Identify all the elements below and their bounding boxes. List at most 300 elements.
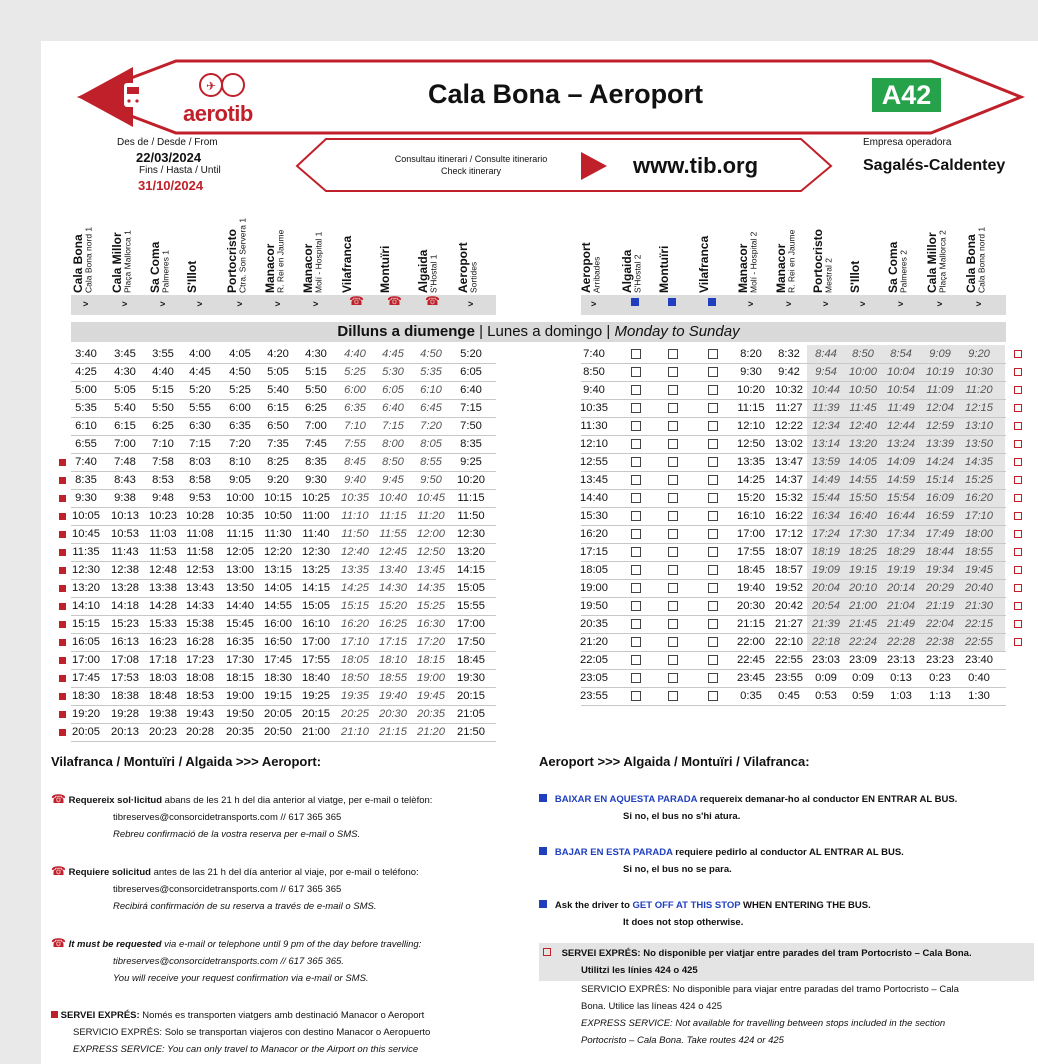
time-cell: 19:45 bbox=[965, 564, 993, 576]
table-row bbox=[581, 417, 1006, 436]
time-cell: 18:15 bbox=[226, 672, 254, 684]
time-cell: 13:47 bbox=[775, 456, 803, 468]
no-stop-checkbox bbox=[707, 345, 719, 363]
no-stop-checkbox bbox=[630, 543, 642, 561]
stop-header bbox=[111, 209, 133, 293]
time-cell: 5:20 bbox=[189, 384, 211, 396]
time-cell: 19:00 bbox=[417, 672, 445, 684]
time-cell: 6:30 bbox=[189, 420, 211, 432]
time-cell: 16:10 bbox=[737, 510, 765, 522]
time-cell: 0:09 bbox=[815, 672, 837, 684]
no-stop-checkbox bbox=[707, 417, 719, 435]
no-stop-checkbox bbox=[707, 579, 719, 597]
time-cell: 17:08 bbox=[111, 654, 139, 666]
time-cell: 21:27 bbox=[775, 618, 803, 630]
express-outline-square-icon bbox=[543, 948, 551, 956]
no-stop-checkbox bbox=[667, 345, 679, 363]
time-cell: 11:45 bbox=[849, 402, 877, 414]
time-cell: 10:23 bbox=[149, 510, 177, 522]
time-cell: 20:28 bbox=[186, 726, 214, 738]
time-cell: 7:15 bbox=[460, 402, 482, 414]
time-cell: 5:00 bbox=[75, 384, 97, 396]
time-cell: 16:30 bbox=[417, 618, 445, 630]
time-cell: 12:45 bbox=[379, 546, 407, 558]
time-cell: 16:13 bbox=[111, 636, 139, 648]
checkbox-icon bbox=[668, 367, 678, 377]
time-cell: 18:53 bbox=[186, 690, 214, 702]
checkbox-icon bbox=[668, 475, 678, 485]
time-cell: 13:20 bbox=[849, 438, 877, 450]
checkbox-icon bbox=[631, 601, 641, 611]
time-cell: 11:58 bbox=[186, 546, 214, 558]
time-cell: 15:38 bbox=[186, 618, 214, 630]
no-stop-checkbox bbox=[630, 669, 642, 687]
time-cell: 20:23 bbox=[149, 726, 177, 738]
table-row bbox=[71, 525, 496, 544]
express-outline-square-icon bbox=[1014, 638, 1022, 646]
time-cell: 5:30 bbox=[382, 366, 404, 378]
time-cell: 17:50 bbox=[457, 636, 485, 648]
time-cell: 7:45 bbox=[305, 438, 327, 450]
time-cell: 9:53 bbox=[189, 492, 211, 504]
time-cell: 7:48 bbox=[114, 456, 136, 468]
time-cell: 13:35 bbox=[737, 456, 765, 468]
request-stop-icon bbox=[668, 298, 676, 306]
stop-header bbox=[379, 209, 392, 293]
time-cell: 19:00 bbox=[226, 690, 254, 702]
time-cell: 17:24 bbox=[812, 528, 840, 540]
no-stop-checkbox bbox=[667, 597, 679, 615]
website-link[interactable]: www.tib.org bbox=[633, 153, 759, 178]
checkbox-icon bbox=[668, 529, 678, 539]
no-stop-checkbox bbox=[707, 597, 719, 615]
checkbox-icon bbox=[708, 547, 718, 557]
time-cell: 12:34 bbox=[812, 420, 840, 432]
time-cell: 14:55 bbox=[264, 600, 292, 612]
time-cell: 7:10 bbox=[344, 420, 366, 432]
time-cell: 14:15 bbox=[302, 582, 330, 594]
stop-name: Portocristo bbox=[225, 228, 239, 293]
time-cell: 23:03 bbox=[812, 654, 840, 666]
stop-arrow: > bbox=[237, 299, 243, 309]
stop-name: Manacor bbox=[774, 243, 788, 293]
stop-subname: Mestral 2 bbox=[823, 258, 834, 293]
time-cell: 5:40 bbox=[114, 402, 136, 414]
time-cell: 12:00 bbox=[417, 528, 445, 540]
time-cell: 20:29 bbox=[926, 582, 954, 594]
time-cell: 20:04 bbox=[812, 582, 840, 594]
time-cell: 16:05 bbox=[72, 636, 100, 648]
stop-subname: R. Rei en Jaume bbox=[786, 229, 797, 293]
table-row bbox=[581, 651, 1006, 670]
req-ca-text: abans de les 21 h del dia anterior al viatge, per e-mail o telèfon: bbox=[162, 795, 433, 806]
table-row bbox=[581, 435, 1006, 454]
time-cell: 14:35 bbox=[965, 456, 993, 468]
time-cell: 16:50 bbox=[264, 636, 292, 648]
time-cell: 20:10 bbox=[849, 582, 877, 594]
checkbox-icon bbox=[631, 349, 641, 359]
time-cell: 10:30 bbox=[965, 366, 993, 378]
time-cell: 7:15 bbox=[382, 420, 404, 432]
time-cell: 18:00 bbox=[965, 528, 993, 540]
no-stop-checkbox bbox=[707, 435, 719, 453]
no-stop-checkbox bbox=[630, 615, 642, 633]
time-cell: 20:42 bbox=[775, 600, 803, 612]
stop-arrow: > bbox=[786, 299, 792, 309]
time-cell: 10:40 bbox=[379, 492, 407, 504]
checkbox-icon bbox=[631, 529, 641, 539]
time-cell: 21:04 bbox=[887, 600, 915, 612]
stop-name: Sa Coma bbox=[148, 241, 162, 293]
exp-es-line-1: SERVICIO EXPRÉS: No disponible para viajar entre paradas del tramo Portocristo – Cala bbox=[581, 984, 959, 995]
time-cell: 7:58 bbox=[152, 456, 174, 468]
checkbox-icon bbox=[708, 439, 718, 449]
time-cell: 18:38 bbox=[111, 690, 139, 702]
checkbox-icon bbox=[708, 385, 718, 395]
time-cell: 8:44 bbox=[815, 348, 837, 360]
time-cell: 21:50 bbox=[457, 726, 485, 738]
table-row bbox=[71, 363, 496, 382]
time-cell: 8:35 bbox=[75, 474, 97, 486]
no-stop-checkbox bbox=[707, 669, 719, 687]
time-cell: 11:03 bbox=[149, 528, 177, 540]
no-stop-checkbox bbox=[707, 633, 719, 651]
table-row bbox=[71, 723, 496, 742]
time-cell: 14:37 bbox=[775, 474, 803, 486]
time-cell: 6:05 bbox=[460, 366, 482, 378]
time-cell: 5:25 bbox=[229, 384, 251, 396]
stop-subname: Sortides bbox=[468, 261, 479, 293]
time-cell: 22:15 bbox=[965, 618, 993, 630]
req-en-confirm: You will receive your request confirmation via e-mail or SMS. bbox=[113, 973, 369, 984]
time-cell: 12:04 bbox=[926, 402, 954, 414]
checkbox-icon bbox=[668, 457, 678, 467]
time-cell: 16:25 bbox=[379, 618, 407, 630]
time-cell: 17:20 bbox=[417, 636, 445, 648]
time-cell: 15:05 bbox=[457, 582, 485, 594]
no-stop-checkbox bbox=[667, 651, 679, 669]
stop-subname: Molí - Hospital 1 bbox=[313, 231, 324, 293]
stop-name: Cala Millor bbox=[925, 232, 939, 293]
table-row bbox=[71, 597, 496, 616]
time-cell: 15:55 bbox=[457, 600, 485, 612]
time-cell: 17:30 bbox=[226, 654, 254, 666]
time-cell: 6:55 bbox=[75, 438, 97, 450]
time-cell: 20:15 bbox=[302, 708, 330, 720]
time-cell: 11:39 bbox=[812, 402, 840, 414]
alight-en-blue: GET OFF AT THIS STOP bbox=[632, 900, 741, 911]
stop-arrow: > bbox=[313, 299, 319, 309]
table-row bbox=[71, 489, 496, 508]
time-cell: 20:40 bbox=[965, 582, 993, 594]
time-cell: 7:35 bbox=[267, 438, 289, 450]
time-cell: 8:53 bbox=[152, 474, 174, 486]
time-cell: 22:45 bbox=[737, 654, 765, 666]
time-cell: 12:15 bbox=[965, 402, 993, 414]
time-cell: 12:55 bbox=[580, 456, 608, 468]
time-cell: 10:50 bbox=[849, 384, 877, 396]
time-cell: 15:44 bbox=[812, 492, 840, 504]
checkbox-icon bbox=[708, 637, 718, 647]
no-stop-checkbox bbox=[630, 435, 642, 453]
time-cell: 9:20 bbox=[968, 348, 990, 360]
no-stop-checkbox bbox=[630, 453, 642, 471]
express-warning-box bbox=[539, 943, 1034, 981]
time-cell: 11:35 bbox=[72, 546, 100, 558]
time-cell: 21:19 bbox=[926, 600, 954, 612]
time-cell: 22:00 bbox=[737, 636, 765, 648]
table-row bbox=[581, 471, 1006, 490]
notes-left bbox=[51, 791, 511, 1058]
alight-ca-blue: BAIXAR EN AQUESTA PARADA bbox=[554, 794, 698, 805]
time-cell: 14:18 bbox=[111, 600, 139, 612]
alight-en-text: WHEN ENTERING THE BUS. bbox=[740, 900, 871, 911]
time-cell: 6:35 bbox=[229, 420, 251, 432]
checkbox-icon bbox=[708, 403, 718, 413]
time-cell: 9:42 bbox=[778, 366, 800, 378]
no-stop-checkbox bbox=[707, 615, 719, 633]
time-cell: 3:55 bbox=[152, 348, 174, 360]
time-cell: 14:05 bbox=[264, 582, 292, 594]
time-cell: 12:10 bbox=[580, 438, 608, 450]
stop-subname: Arribades bbox=[591, 256, 602, 293]
stop-arrow: > bbox=[275, 299, 281, 309]
time-cell: 11:50 bbox=[341, 528, 369, 540]
req-es-bold: Requiere solicitud bbox=[68, 867, 151, 878]
no-stop-checkbox bbox=[667, 435, 679, 453]
checkbox-icon bbox=[668, 655, 678, 665]
checkbox-icon bbox=[631, 385, 641, 395]
stop-subname: Palmeres 2 bbox=[898, 250, 909, 293]
time-cell: 16:59 bbox=[926, 510, 954, 522]
time-cell: 4:50 bbox=[420, 348, 442, 360]
table-row bbox=[581, 345, 1006, 364]
time-cell: 5:05 bbox=[114, 384, 136, 396]
valid-from-label: Des de / Desde / From bbox=[117, 137, 218, 148]
express-outline-square-icon bbox=[1014, 566, 1022, 574]
time-cell: 12:22 bbox=[775, 420, 803, 432]
time-cell: 13:50 bbox=[226, 582, 254, 594]
no-stop-checkbox bbox=[630, 471, 642, 489]
stop-name: Portocristo bbox=[811, 228, 825, 293]
time-cell: 4:30 bbox=[114, 366, 136, 378]
time-cell: 19:38 bbox=[149, 708, 177, 720]
route-code-badge: A42 bbox=[872, 78, 941, 112]
time-cell: 5:50 bbox=[305, 384, 327, 396]
time-cell: 10:53 bbox=[111, 528, 139, 540]
no-stop-checkbox bbox=[630, 363, 642, 381]
stop-name: Manacor bbox=[736, 243, 750, 293]
time-cell: 0:35 bbox=[740, 690, 762, 702]
time-cell: 8:35 bbox=[305, 456, 327, 468]
time-cell: 17:12 bbox=[775, 528, 803, 540]
checkbox-icon bbox=[631, 421, 641, 431]
time-cell: 0:09 bbox=[852, 672, 874, 684]
time-cell: 11:40 bbox=[302, 528, 330, 540]
alight-es-text: requiere pedirlo al conductor AL ENTRAR AL BUS. bbox=[672, 847, 904, 858]
time-cell: 15:15 bbox=[72, 618, 100, 630]
time-cell: 20:25 bbox=[341, 708, 369, 720]
time-cell: 8:54 bbox=[890, 348, 912, 360]
brand-logo-text: aerotib bbox=[183, 101, 253, 126]
checkbox-icon bbox=[631, 655, 641, 665]
no-stop-checkbox bbox=[630, 633, 642, 651]
time-cell: 17:18 bbox=[149, 654, 177, 666]
time-cell: 23:40 bbox=[965, 654, 993, 666]
time-cell: 13:02 bbox=[775, 438, 803, 450]
express-square-icon bbox=[59, 549, 66, 556]
stop-subname: R. Rei en Jaume bbox=[275, 229, 286, 293]
req-ca-contact: tibreserves@consorcidetransports.com // 617 365 365 bbox=[113, 812, 342, 823]
checkbox-icon bbox=[631, 673, 641, 683]
time-cell: 19:30 bbox=[457, 672, 485, 684]
express-outline-square-icon bbox=[1014, 458, 1022, 466]
time-cell: 16:44 bbox=[887, 510, 915, 522]
time-cell: 22:24 bbox=[849, 636, 877, 648]
time-cell: 10:35 bbox=[226, 510, 254, 522]
blue-square-icon bbox=[539, 794, 547, 802]
stop-subname: S'Hostal 1 bbox=[428, 254, 439, 293]
express-square-icon bbox=[59, 711, 66, 718]
table-row bbox=[71, 453, 496, 472]
time-cell: 4:20 bbox=[267, 348, 289, 360]
stop-arrow: > bbox=[468, 299, 474, 309]
time-cell: 8:58 bbox=[189, 474, 211, 486]
checkbox-icon bbox=[708, 367, 718, 377]
time-cell: 20:35 bbox=[226, 726, 254, 738]
time-cell: 17:00 bbox=[457, 618, 485, 630]
time-cell: 15:23 bbox=[111, 618, 139, 630]
stop-name: Montuïri bbox=[657, 245, 671, 293]
stop-name: S'Illot bbox=[185, 260, 199, 293]
time-cell: 10:19 bbox=[926, 366, 954, 378]
exp-ca-line-2: Utilitzi les línies 424 o 425 bbox=[581, 965, 698, 976]
time-cell: 18:15 bbox=[417, 654, 445, 666]
time-cell: 0:59 bbox=[852, 690, 874, 702]
stop-name: Algaida bbox=[416, 249, 430, 293]
checkbox-icon bbox=[708, 475, 718, 485]
stop-arrow: > bbox=[860, 299, 866, 309]
time-cell: 13:20 bbox=[457, 546, 485, 558]
time-cell: 7:20 bbox=[420, 420, 442, 432]
express-square-icon bbox=[51, 1011, 58, 1018]
time-cell: 20:50 bbox=[264, 726, 292, 738]
stop-name: Cala Millor bbox=[110, 232, 124, 293]
time-cell: 11:55 bbox=[379, 528, 407, 540]
time-cell: 8:45 bbox=[344, 456, 366, 468]
stop-header bbox=[302, 209, 324, 293]
time-cell: 4:40 bbox=[152, 366, 174, 378]
checkbox-icon bbox=[668, 385, 678, 395]
checkbox-icon bbox=[708, 565, 718, 575]
time-cell: 11:43 bbox=[111, 546, 139, 558]
time-cell: 11:15 bbox=[379, 510, 407, 522]
table-row bbox=[581, 363, 1006, 382]
time-cell: 21:15 bbox=[737, 618, 765, 630]
no-stop-checkbox bbox=[667, 633, 679, 651]
no-stop-checkbox bbox=[630, 399, 642, 417]
time-cell: 21:00 bbox=[302, 726, 330, 738]
time-cell: 18:45 bbox=[457, 654, 485, 666]
time-cell: 17:55 bbox=[302, 654, 330, 666]
time-cell: 18:08 bbox=[186, 672, 214, 684]
no-stop-checkbox bbox=[707, 687, 719, 705]
checkbox-icon bbox=[631, 439, 641, 449]
time-cell: 4:45 bbox=[189, 366, 211, 378]
exp-en-line-1: EXPRESS SERVICE: Not available for travelling between stops included in the section bbox=[581, 1018, 946, 1029]
stop-subname: Plaça Mallorca 2 bbox=[937, 230, 948, 293]
stop-arrow: > bbox=[122, 299, 128, 309]
exp-ca-line-1: SERVEI EXPRÉS: No disponible per viatjar entre parades del tram Portocristo – Cala Bona. bbox=[561, 948, 972, 959]
time-cell: 3:40 bbox=[75, 348, 97, 360]
time-cell: 14:30 bbox=[379, 582, 407, 594]
time-cell: 5:20 bbox=[460, 348, 482, 360]
time-cell: 18:57 bbox=[775, 564, 803, 576]
time-cell: 20:30 bbox=[737, 600, 765, 612]
time-cell: 15:54 bbox=[887, 492, 915, 504]
time-cell: 14:28 bbox=[149, 600, 177, 612]
time-cell: 19:40 bbox=[737, 582, 765, 594]
days-label-ca: Dilluns a diumenge bbox=[337, 323, 475, 340]
checkbox-icon bbox=[708, 421, 718, 431]
valid-from-date: 22/03/2024 bbox=[136, 150, 202, 165]
time-cell: 23:45 bbox=[737, 672, 765, 684]
exp-ca-bold: SERVEI EXPRÉS: bbox=[60, 1010, 140, 1021]
time-cell: 17:49 bbox=[926, 528, 954, 540]
time-cell: 16:35 bbox=[226, 636, 254, 648]
time-cell: 17:55 bbox=[737, 546, 765, 558]
alight-ca-text: requereix demanar-ho al conductor EN ENTRAR AL BUS. bbox=[697, 794, 958, 805]
req-es-contact: tibreserves@consorcidetransports.com // 617 365 365 bbox=[113, 884, 342, 895]
no-stop-checkbox bbox=[630, 687, 642, 705]
time-cell: 11:20 bbox=[417, 510, 445, 522]
time-cell: 22:05 bbox=[580, 654, 608, 666]
time-cell: 8:50 bbox=[382, 456, 404, 468]
exp-en-line-2: Portocristo – Cala Bona. Take routes 424 or 425 bbox=[581, 1035, 784, 1046]
stop-header bbox=[658, 209, 671, 293]
time-cell: 18:45 bbox=[737, 564, 765, 576]
no-stop-checkbox bbox=[667, 453, 679, 471]
exp-es-line-2: Bona. Utilice las líneas 424 o 425 bbox=[581, 1001, 723, 1012]
time-cell: 16:40 bbox=[849, 510, 877, 522]
stop-name: Cala Bona bbox=[71, 234, 85, 293]
time-cell: 21:20 bbox=[417, 726, 445, 738]
table-row bbox=[71, 399, 496, 418]
time-cell: 9:30 bbox=[305, 474, 327, 486]
time-cell: 14:49 bbox=[812, 474, 840, 486]
table-row bbox=[581, 615, 1006, 634]
time-cell: 19:00 bbox=[580, 582, 608, 594]
phone-icon: ☎ bbox=[51, 792, 66, 806]
time-cell: 15:25 bbox=[965, 474, 993, 486]
stop-header bbox=[226, 209, 248, 293]
time-cell: 13:10 bbox=[965, 420, 993, 432]
checkbox-icon bbox=[631, 367, 641, 377]
phone-request-icon: ☎ bbox=[425, 294, 440, 308]
time-cell: 9:54 bbox=[815, 366, 837, 378]
checkbox-icon bbox=[668, 673, 678, 683]
time-cell: 7:20 bbox=[229, 438, 251, 450]
no-stop-checkbox bbox=[707, 543, 719, 561]
time-cell: 7:55 bbox=[344, 438, 366, 450]
time-cell: 13:39 bbox=[926, 438, 954, 450]
time-cell: 20:35 bbox=[580, 618, 608, 630]
req-en-bold: It must be requested bbox=[68, 939, 162, 950]
time-cell: 17:10 bbox=[965, 510, 993, 522]
checkbox-icon bbox=[708, 493, 718, 503]
checkbox-icon bbox=[708, 619, 718, 629]
time-cell: 15:32 bbox=[775, 492, 803, 504]
